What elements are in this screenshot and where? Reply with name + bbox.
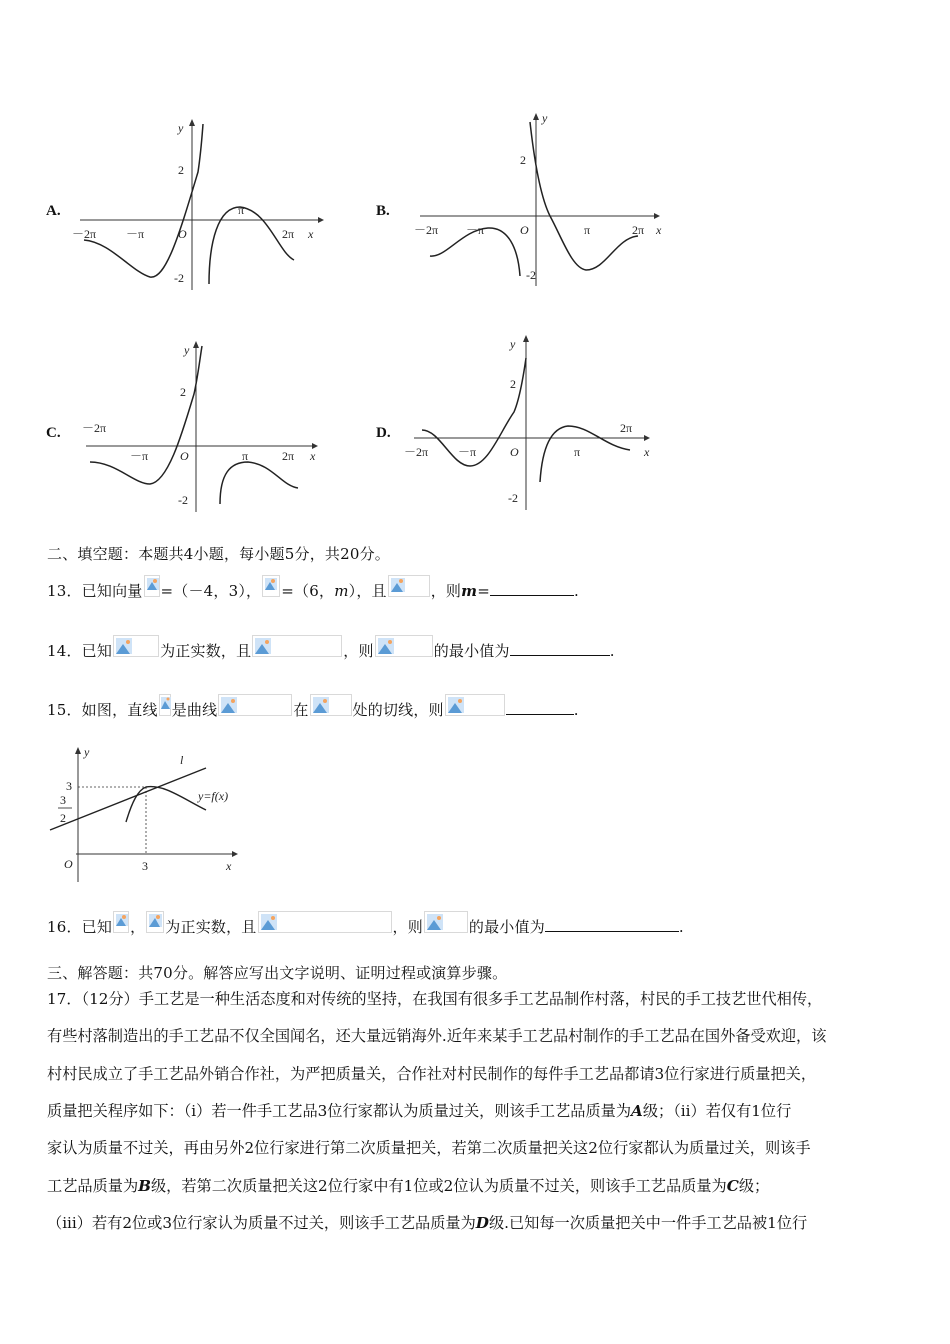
q16-end: . — [678, 918, 684, 936]
q14-answer-blank[interactable] — [510, 641, 610, 656]
y-label: y — [84, 745, 90, 759]
q13-text-1: =（－4，3）， — [160, 582, 262, 600]
formula-image-icon — [388, 575, 430, 597]
x-arrow-icon — [644, 435, 650, 441]
curve-left — [84, 124, 203, 277]
formula-image-icon — [146, 911, 164, 933]
line-l-label: l — [180, 753, 184, 767]
formula-image-icon — [252, 635, 342, 657]
formula-image-icon — [144, 575, 160, 597]
tick-2pi: 2π — [282, 227, 295, 241]
formula-image-icon — [424, 911, 468, 933]
x-label: x — [644, 445, 650, 459]
question-14 — [47, 640, 615, 663]
q17-line-2: 有些村落制造出的手工艺品不仅全国闻名，还大量远销海外.近年来某手工艺品村制作的手工艺品在国外备受欢迎，该 — [47, 1027, 827, 1045]
formula-image-icon — [218, 694, 292, 716]
origin-label: O — [520, 223, 529, 237]
q16-text-3: 的最小值为 — [468, 918, 545, 936]
q13-end: . — [574, 582, 579, 600]
q17-line-7b: 级.已知每一次质量把关中一件手工艺品被1位行 — [488, 1214, 808, 1232]
x-label: x — [310, 449, 316, 463]
origin-label: O — [64, 857, 73, 871]
graph-a — [70, 112, 330, 292]
q13-m: m — [334, 582, 349, 600]
q15-text-3: 处的切线，则 — [352, 701, 444, 719]
tick-neg-2pi: －2π — [404, 445, 429, 459]
tick-2pi: 2π — [620, 421, 633, 435]
grade-b: B — [138, 1177, 151, 1195]
x-tick-3: 3 — [142, 859, 148, 873]
q17-line-5: 家认为质量不过关，再由另外2位行家进行第二次质量把关，若第二次质量把关这2位行家都认为质量过关，则该手 — [47, 1139, 811, 1157]
q17-line-6b: 级，若第二次质量把关这2位行家中有1位或2位认为质量不过关，则该手工艺品质量为 — [150, 1177, 727, 1195]
tick-2: 2 — [520, 153, 526, 167]
curve-right — [209, 207, 294, 284]
tick-pi: π — [242, 449, 249, 463]
graph-b — [410, 108, 670, 288]
y-label: y — [184, 343, 190, 357]
y-arrow-icon — [193, 341, 199, 348]
curve-left — [90, 346, 202, 484]
q15-text-1: 是曲线 — [171, 701, 218, 719]
q17-line-6a: 工艺品质量为 — [47, 1177, 139, 1195]
y-arrow-icon — [523, 335, 529, 342]
curve-right — [220, 462, 298, 504]
curve-right — [530, 122, 638, 270]
q16-answer-blank[interactable] — [545, 917, 679, 932]
q17-line-1: 17．（12分）手工艺是一种生活态度和对传统的坚持，在我国有很多手工艺品制作村落，村民的手工技艺世代相传， — [47, 990, 823, 1008]
curve-right — [540, 426, 630, 482]
tick-neg-2pi: －2π — [72, 227, 97, 241]
y-label: y — [178, 121, 184, 135]
q15-figure — [46, 742, 256, 882]
formula-image-icon — [445, 694, 505, 716]
section3-heading: 三、解答题：共70分。解答应写出文字说明、证明过程或演算步骤。 — [47, 964, 508, 982]
graph-d — [400, 332, 662, 512]
option-c-label: C. — [46, 425, 61, 441]
tick-2: 2 — [510, 377, 516, 391]
tick-2pi: 2π — [632, 223, 645, 237]
formula-image-icon — [310, 694, 352, 716]
q13-lead: 13．已知向量 — [47, 582, 143, 600]
q15-answer-blank[interactable] — [506, 700, 574, 715]
y-arrow-icon — [189, 119, 195, 126]
tick-neg-2pi: －2π — [82, 421, 107, 435]
y-frac-num: 3 — [60, 793, 66, 807]
tick-pi: π — [574, 445, 581, 459]
tick-neg-pi: －π — [126, 227, 145, 241]
x-arrow-icon — [654, 213, 660, 219]
tick-neg2: -2 — [174, 271, 184, 285]
q17-line-4a: 质量把关程序如下：（i）若一件手工艺品3位行家都认为质量过关，则该手工艺品质量为 — [47, 1102, 632, 1120]
question-16 — [47, 916, 684, 939]
q13-text-2: =（6， — [281, 582, 335, 600]
curve-label: y=f(x) — [198, 789, 229, 803]
tick-neg2: -2 — [178, 493, 188, 507]
q14-end: . — [609, 642, 615, 660]
q17-line-7a: （iii）若有2位或3位行家认为质量不过关，则该手工艺品质量为 — [47, 1214, 476, 1232]
q17-line-4 — [47, 1100, 791, 1121]
tick-neg2: -2 — [526, 268, 536, 282]
q16-comma: ， — [130, 918, 146, 936]
tick-neg-pi: －π — [130, 449, 149, 463]
y-arrow-icon — [533, 113, 539, 120]
graph-c — [76, 334, 336, 514]
option-a-label: A. — [46, 203, 61, 219]
q14-text-2: ，则 — [343, 642, 374, 660]
tick-2pi: 2π — [282, 449, 295, 463]
tick-neg2: -2 — [508, 491, 518, 505]
tick-2: 2 — [180, 385, 186, 399]
origin-label: O — [178, 227, 187, 241]
question-13 — [47, 580, 579, 603]
y-label: y — [510, 337, 516, 351]
tick-pi: π — [584, 223, 591, 237]
q13-eq: = — [477, 582, 490, 600]
option-b-label: B. — [376, 203, 390, 219]
q15-text-2: 在 — [293, 701, 309, 719]
q17-line-6 — [47, 1175, 769, 1196]
q14-lead: 14．已知 — [47, 642, 113, 660]
q16-text-1: 为正实数，且 — [165, 918, 257, 936]
x-label: x — [226, 859, 232, 873]
q16-text-2: ，则 — [392, 918, 423, 936]
origin-label: O — [510, 445, 519, 459]
x-arrow-icon — [318, 217, 324, 223]
q17-line-6c: 级； — [738, 1177, 770, 1195]
grade-d: D — [475, 1214, 489, 1232]
question-15 — [47, 699, 579, 722]
q17-line-7 — [47, 1212, 807, 1233]
q17-line-3: 村村民成立了手工艺品外销合作社，为严把质量关，合作社对村民制作的每件手工艺品都请3位行家进行质量把关， — [47, 1065, 817, 1083]
y-arrow-icon — [75, 747, 81, 754]
tick-neg-pi: －π — [466, 223, 485, 237]
tick-neg-pi: －π — [458, 445, 477, 459]
x-label: x — [656, 223, 662, 237]
y-frac-den: 2 — [60, 811, 66, 825]
q13-text-4: ，则 — [430, 582, 462, 600]
formula-image-icon — [159, 694, 171, 716]
formula-image-icon — [262, 575, 280, 597]
q16-lead: 16．已知 — [47, 918, 113, 936]
formula-image-icon — [113, 635, 159, 657]
option-d-label: D. — [376, 425, 391, 441]
x-arrow-icon — [232, 851, 238, 857]
grade-a: A — [631, 1102, 643, 1120]
tick-pi: π — [238, 203, 245, 217]
formula-image-icon — [375, 635, 433, 657]
tick-2: 2 — [178, 163, 184, 177]
y-tick-3: 3 — [66, 779, 72, 793]
x-label: x — [308, 227, 314, 241]
y-label: y — [542, 111, 548, 125]
q13-answer-blank[interactable] — [490, 581, 574, 596]
formula-image-icon — [258, 911, 392, 933]
section2-heading: 二、填空题：本题共4小题，每小题5分，共20分。 — [47, 545, 390, 563]
q13-m-answer: m — [461, 582, 478, 600]
origin-label: O — [180, 449, 189, 463]
grade-c: C — [726, 1177, 739, 1195]
tangent-line — [50, 768, 206, 830]
q15-lead: 15．如图，直线 — [47, 701, 158, 719]
q14-text-3: 的最小值为 — [433, 642, 510, 660]
q13-text-3: ），且 — [348, 582, 387, 600]
q15-end: . — [573, 701, 579, 719]
curve-f — [126, 787, 206, 822]
q14-text-1: 为正实数，且 — [160, 642, 252, 660]
q17-line-4b: 级；（ii）若仅有1位行 — [642, 1102, 792, 1120]
tick-neg-2pi: －2π — [414, 223, 439, 237]
formula-image-icon — [113, 911, 129, 933]
